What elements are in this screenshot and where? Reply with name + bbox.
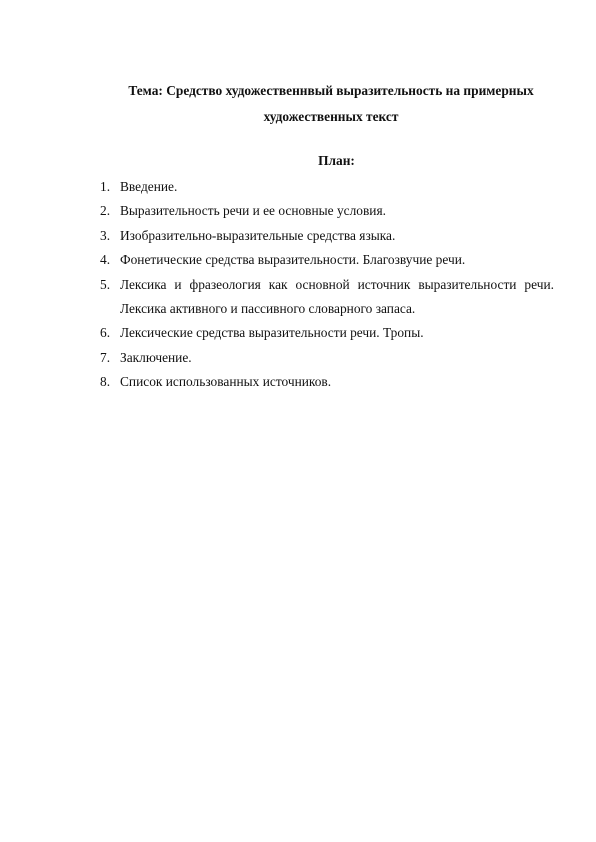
plan-item	[100, 224, 554, 248]
plan-item-text: Фонетические средства выразительности. Благозвучие речи.	[120, 252, 466, 268]
plan-item-text: Лексические средства выразительности речи. Тропы.	[120, 325, 424, 341]
plan-item-text: Заключение.	[120, 349, 192, 365]
plan-item-number: 8.	[100, 374, 111, 390]
plan-item-number: 7.	[100, 349, 111, 365]
plan-item	[100, 273, 554, 322]
plan-item	[100, 346, 554, 370]
document-title	[96, 78, 566, 130]
plan-item-text: Введение.	[120, 179, 178, 194]
plan-item-number: 1.	[100, 179, 111, 194]
plan-item-text: Список использованных источников.	[120, 374, 332, 390]
plan-heading: План:	[318, 153, 355, 168]
plan-list	[100, 175, 554, 395]
plan-item-text: Выразительность речи и ее основные условия.	[120, 203, 386, 219]
plan-item-number: 4.	[100, 252, 111, 268]
title-line-1: Тема: Средство художественнвый выразительность на примерных	[128, 83, 534, 98]
plan-item	[100, 175, 554, 199]
plan-item	[100, 321, 554, 345]
plan-item-text-line-2: Лексика активного и пассивного словарного запаса.	[120, 301, 416, 317]
plan-item-number: 2.	[100, 203, 111, 219]
plan-item	[100, 199, 554, 223]
title-line-2: художественных текст	[263, 109, 399, 124]
plan-item-number: 5.	[100, 276, 111, 292]
plan-item	[100, 370, 554, 394]
plan-item-number: 3.	[100, 227, 111, 243]
plan-item-text-line-1: Лексика и фразеология как основной источник выразительности речи.	[120, 276, 554, 292]
plan-item-text: Изобразительно-выразительные средства языка.	[120, 227, 396, 243]
plan-item-number: 6.	[100, 325, 111, 341]
plan-item	[100, 248, 554, 272]
